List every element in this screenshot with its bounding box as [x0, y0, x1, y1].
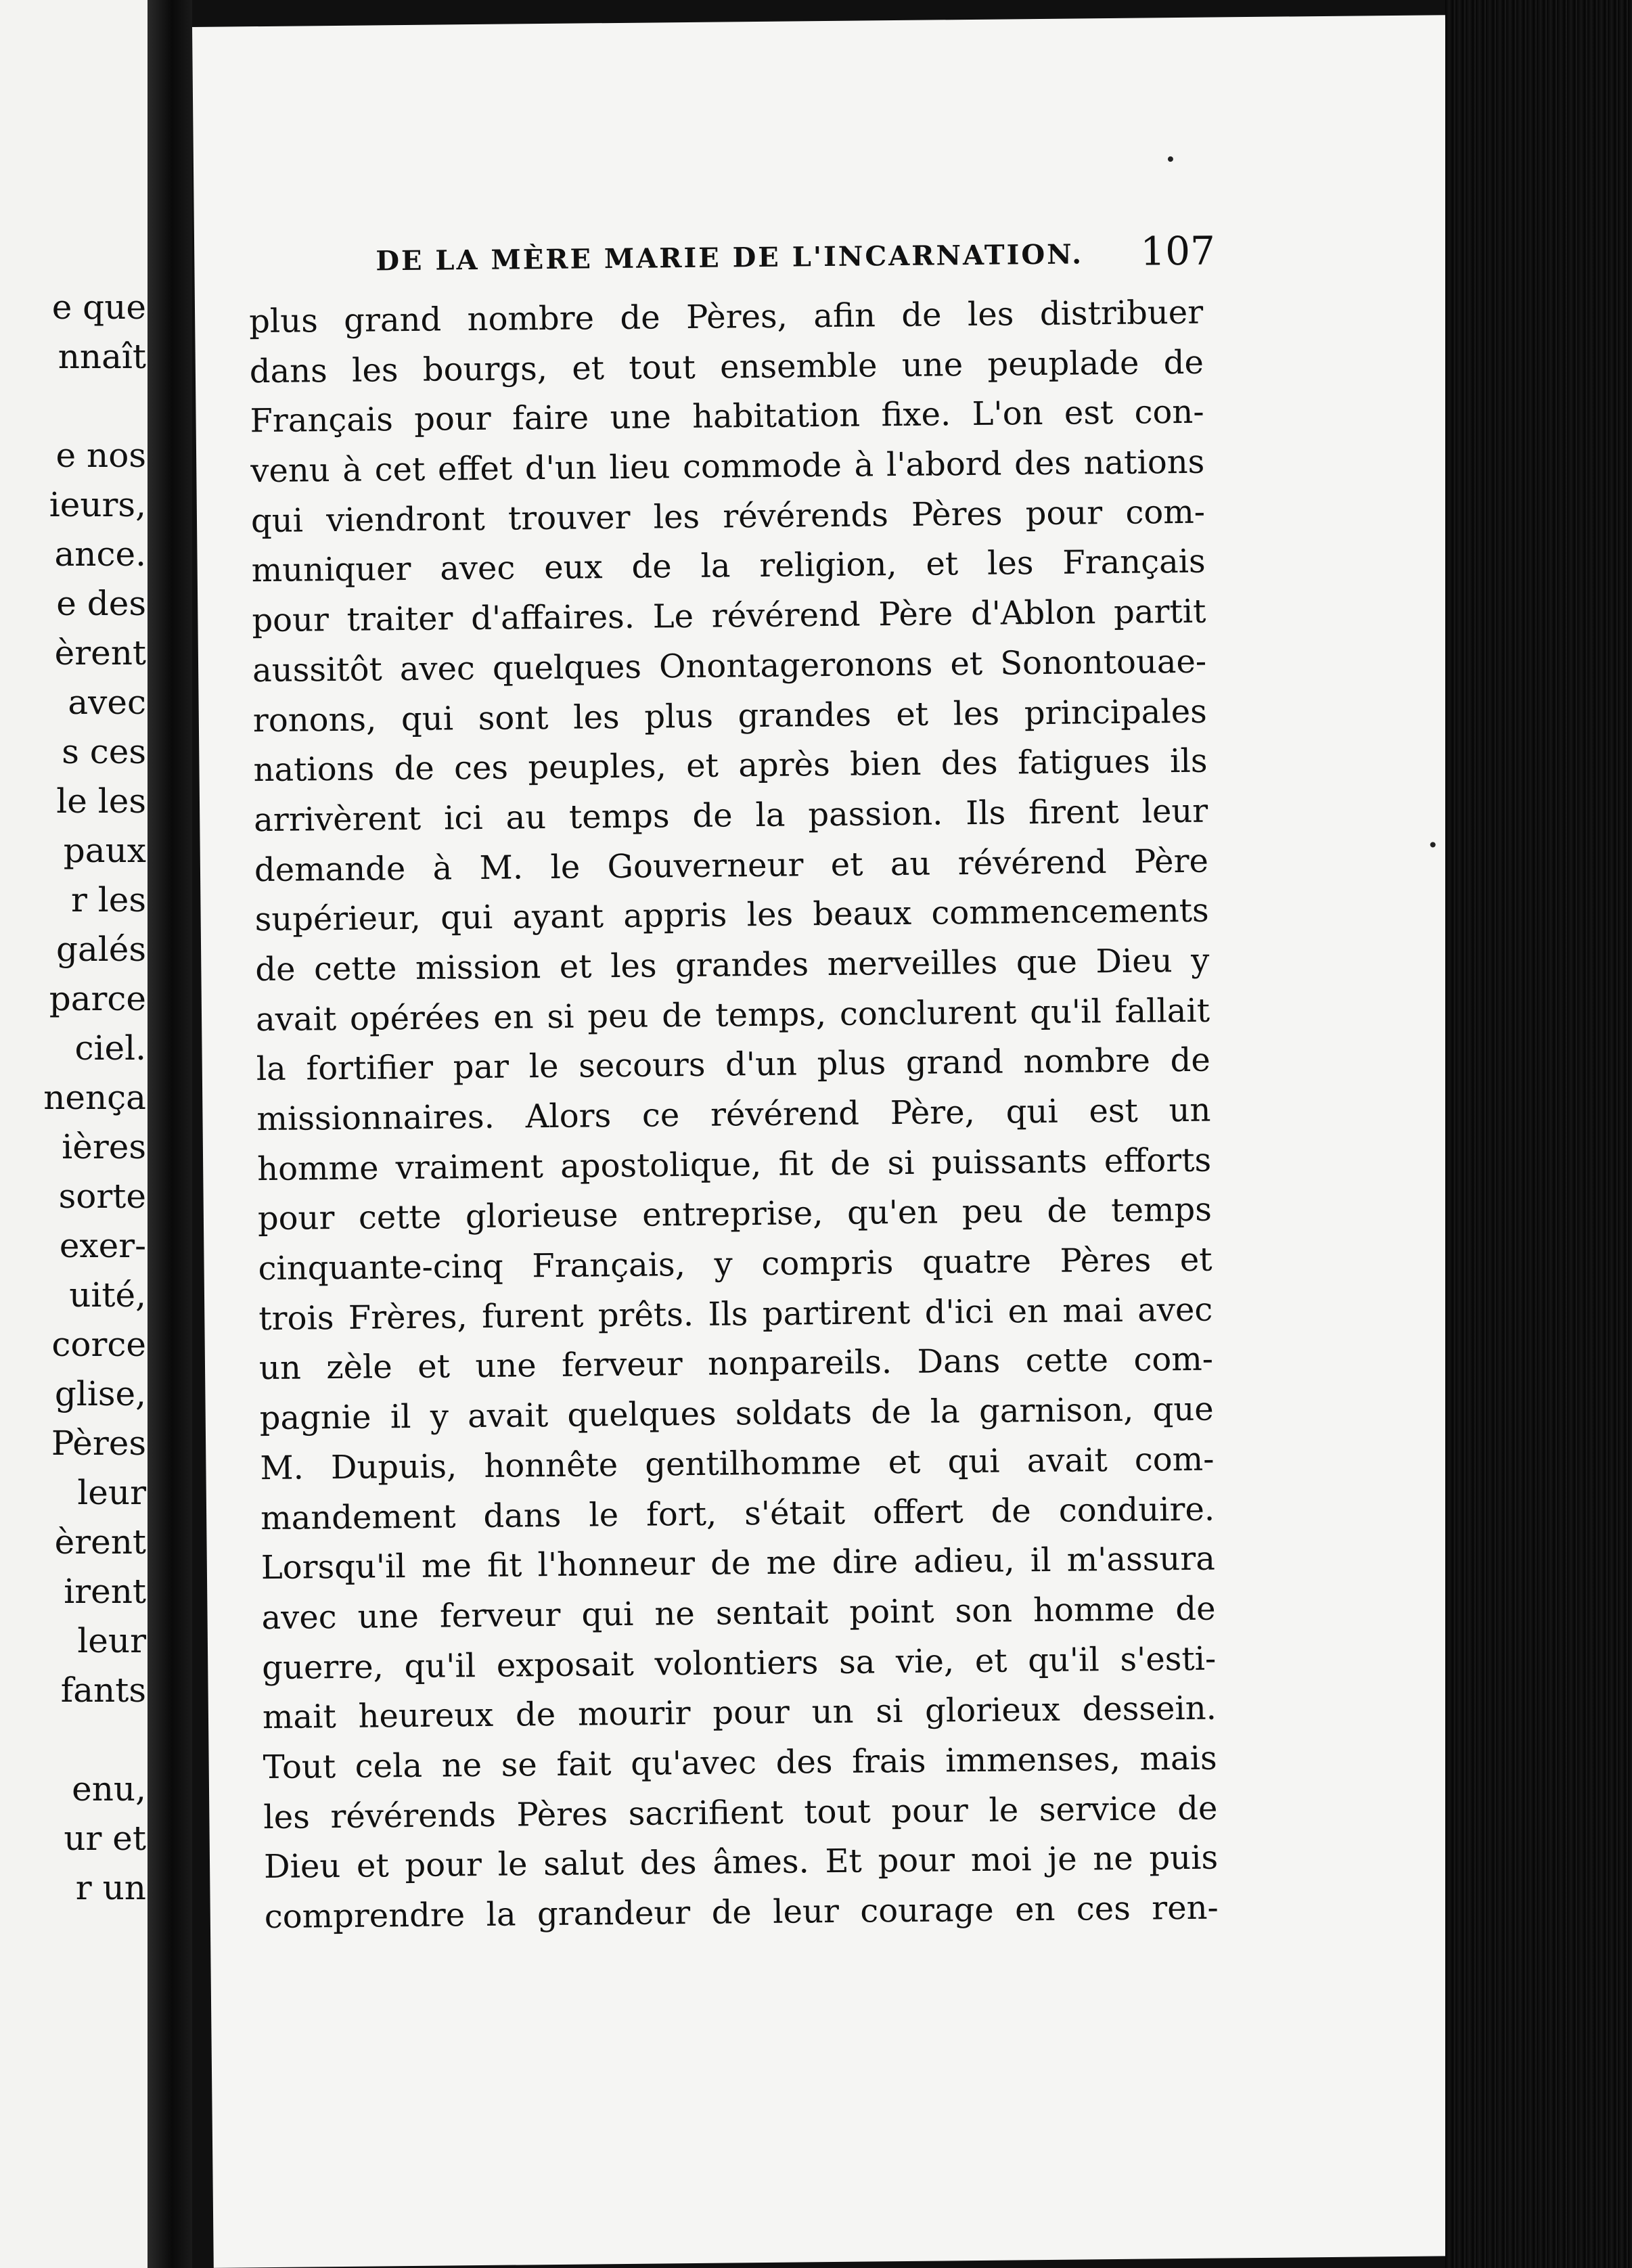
- text-fragment: glise,: [54, 1374, 146, 1413]
- text-line: mandement dans le fort, s'était offert de conduire.: [260, 1490, 1215, 1537]
- page-number: 107: [1139, 227, 1216, 275]
- text-line: avec une ferveur qui ne sentait point son homme de: [261, 1589, 1216, 1637]
- body-text: [249, 288, 1219, 1943]
- paper-speck: [1168, 156, 1173, 162]
- text-line: de cette mission et les grandes merveilles que Dieu y: [255, 941, 1210, 989]
- text-fragment: r les: [70, 880, 146, 920]
- text-line: M. Dupuis, honnête gentilhomme et qui avait com-: [260, 1440, 1215, 1487]
- text-fragment: sorte: [58, 1177, 146, 1216]
- text-fragment: nnaît: [58, 337, 146, 376]
- text-fragment: e que: [51, 288, 146, 327]
- text-line: aussitôt avec quelques Onontageronons et Sonontouae-: [252, 642, 1207, 689]
- current-page: [192, 15, 1467, 2268]
- text-line: plus grand nombre de Pères, afin de les distribuer: [248, 293, 1204, 341]
- text-fragment: avec: [68, 683, 146, 722]
- text-line: un zèle et une ferveur nonpareils. Dans cette com-: [258, 1340, 1214, 1388]
- text-line: Français pour faire une habitation fixe. L'on est con-: [250, 393, 1204, 440]
- text-fragment: nença: [43, 1078, 146, 1117]
- text-line: venu à cet effet d'un lieu commode à l'abord des nations: [250, 443, 1205, 491]
- text-fragment: le les: [56, 781, 146, 821]
- text-fragment: r un: [75, 1868, 146, 1907]
- text-fragment: irent: [64, 1572, 146, 1611]
- book-gutter: [148, 0, 192, 2268]
- text-fragment: paux: [63, 831, 146, 870]
- text-line: les révérends Pères sacrifient tout pour le service de: [263, 1789, 1218, 1836]
- text-line: Lorsqu'il me fit l'honneur de me dire adieu, il m'assura: [260, 1539, 1216, 1587]
- text-line: Tout cela ne se fait qu'avec des frais immenses, mais: [263, 1739, 1217, 1787]
- text-fragment: [43, 1715, 146, 1765]
- text-fragment: uité,: [69, 1275, 146, 1315]
- book-edge: [1445, 0, 1632, 2268]
- paper-speck: [1430, 842, 1436, 847]
- text-line: comprendre la grandeur de leur courage en ces ren-: [264, 1888, 1219, 1936]
- text-fragment: e des: [56, 584, 146, 623]
- text-fragment: leur: [77, 1621, 146, 1660]
- text-line: muniquer avec eux de la religion, et les Français: [251, 543, 1206, 590]
- text-line: pour traiter d'affaires. Le révérend Père d'Ablon partit: [252, 592, 1206, 640]
- text-line: mait heureux de mourir pour un si glorieux dessein.: [262, 1689, 1217, 1737]
- text-line: pour cette glorieuse entreprise, qu'en peu de temps: [257, 1190, 1212, 1238]
- text-fragment: galés: [55, 930, 146, 969]
- text-fragment: ance.: [54, 535, 146, 574]
- text-line: pagnie il y avait quelques soldats de la garnison, que: [259, 1390, 1214, 1438]
- text-line: trois Frères, furent prêts. Ils partirent d'ici en mai avec: [258, 1290, 1213, 1338]
- text-line: qui viendront trouver les révérends Pères pour com-: [250, 493, 1206, 540]
- text-line: la fortifier par le secours d'un plus grand nombre de: [256, 1041, 1210, 1089]
- text-fragment: exer-: [59, 1226, 146, 1265]
- text-fragment: parce: [49, 979, 146, 1018]
- text-fragment: corce: [51, 1325, 146, 1364]
- previous-page: [0, 0, 150, 2268]
- running-title: DE LA MÈRE MARIE DE L'INCARNATION.: [376, 238, 1084, 277]
- text-fragment: Pères: [51, 1424, 146, 1463]
- text-line: missionnaires. Alors ce révérend Père, qui est un: [256, 1091, 1211, 1139]
- text-line: homme vraiment apostolique, fit de si puissants efforts: [256, 1141, 1212, 1188]
- text-fragment: s ces: [62, 732, 146, 771]
- text-line: supérieur, qui ayant appris les beaux commencements: [254, 891, 1209, 939]
- text-fragment: ieurs,: [49, 485, 146, 524]
- text-fragment: [43, 382, 146, 431]
- text-fragment: ur et: [64, 1819, 146, 1858]
- text-line: cinquante-cinq Français, y compris quatre Pères et: [258, 1240, 1212, 1288]
- text-line: arrivèrent ici au temps de la passion. Ils firent leur: [253, 792, 1208, 840]
- text-fragment: leur: [77, 1473, 146, 1512]
- text-line: avait opérées en si peu de temps, conclurent qu'il fallait: [255, 991, 1210, 1039]
- text-fragment: ciel.: [74, 1028, 146, 1068]
- text-line: guerre, qu'il exposait volontiers sa vie, et qu'il s'esti-: [262, 1639, 1217, 1687]
- text-fragment: enu,: [72, 1769, 146, 1809]
- text-line: dans les bourgs, et tout ensemble une peuplade de: [249, 343, 1204, 390]
- text-line: Dieu et pour le salut des âmes. Et pour moi je ne puis: [263, 1838, 1219, 1886]
- text-line: demande à M. le Gouverneur et au révérend Père: [254, 842, 1209, 889]
- text-line: nations de ces peuples, et après bien des fatigues ils: [253, 742, 1208, 790]
- previous-page-text: [43, 283, 146, 1913]
- text-fragment: èrent: [54, 1522, 146, 1562]
- text-line: ronons, qui sont les plus grandes et les principales: [252, 692, 1208, 740]
- text-fragment: ières: [62, 1127, 146, 1166]
- text-fragment: èrent: [54, 633, 146, 673]
- text-fragment: e nos: [55, 436, 146, 475]
- running-head: [194, 227, 1338, 294]
- text-fragment: fants: [60, 1671, 146, 1710]
